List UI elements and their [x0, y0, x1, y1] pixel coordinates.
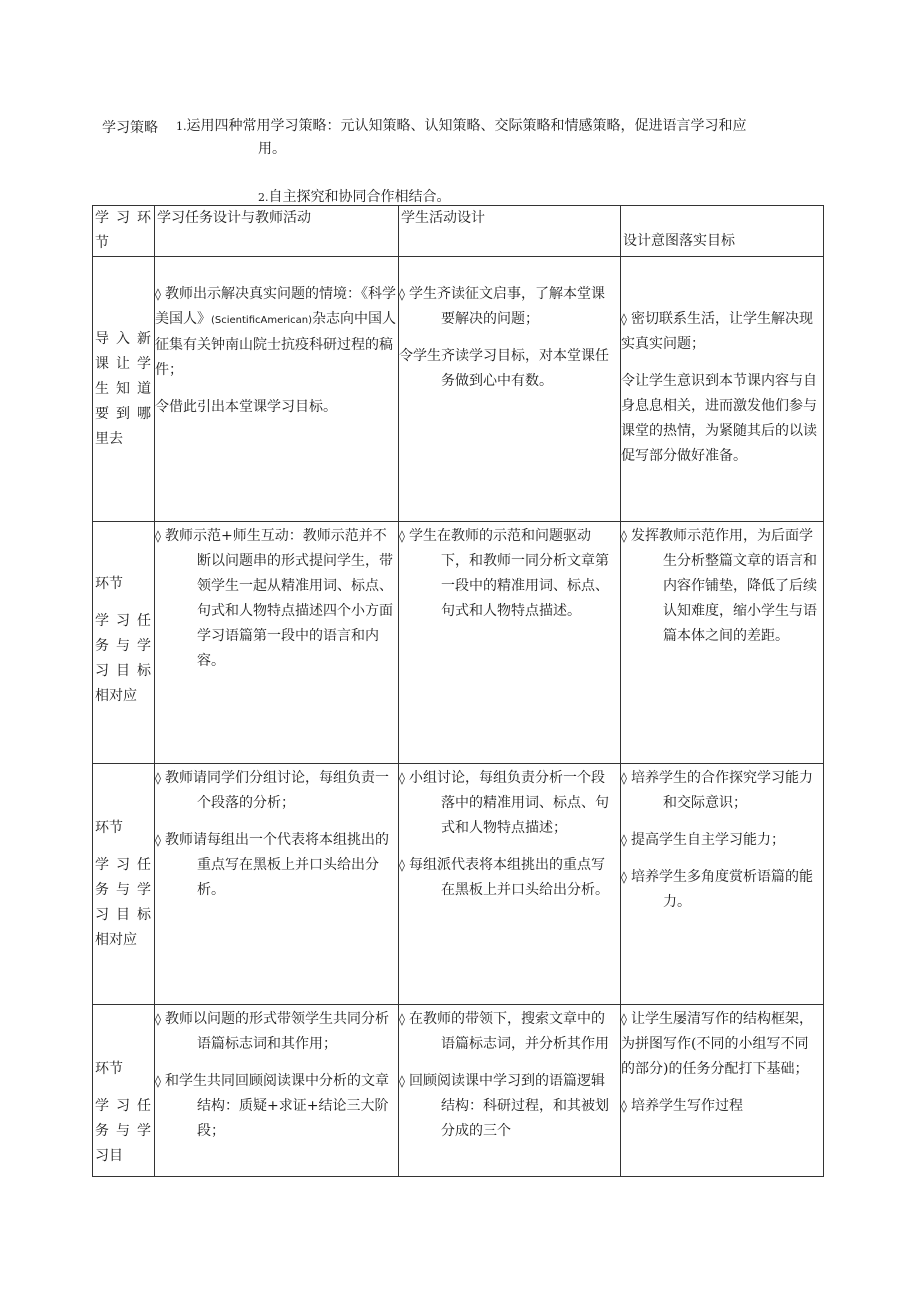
- teacher-activity-item: ◊ 教师请同学们分组讨论，每组负责一个段落的分析；: [155, 770, 389, 811]
- teacher-activity-cell: [155, 257, 399, 522]
- teacher-activity-cell: [155, 522, 399, 764]
- stage-cell: [93, 522, 155, 764]
- stage-line: 习 目 标: [95, 907, 152, 923]
- table-header-row: [93, 206, 824, 257]
- lesson-plan-table: [92, 205, 824, 1177]
- stage-line: 相对应: [95, 688, 137, 704]
- design-intent-cell: [621, 522, 824, 764]
- stage-line: 学 习 任: [95, 613, 152, 629]
- student-activity-cell: [399, 764, 621, 1005]
- student-activity-cell: [399, 522, 621, 764]
- stage-line: 学 习 任: [95, 857, 152, 873]
- teacher-activity-cell: [155, 1005, 399, 1177]
- strategy-item-2: [258, 186, 451, 206]
- stage-line: 务 与 学: [95, 638, 152, 654]
- student-activity-item: ◊ 小组讨论，每组负责分析一个段落中的精准用词、标点、句式和人物特点描述；: [399, 770, 609, 836]
- student-activity-item: ◊ 学生齐读征文启事，了解本堂课要解决的问题；: [399, 286, 605, 327]
- header-stage-line2: 节: [95, 235, 109, 251]
- strategy-item-1-text: 运用四种常用学习策略：元认知策略、认知策略、交际策略和情感策略，促进语言学习和应: [186, 118, 747, 134]
- student-activity-item: ◊ 每组派代表将本组挑出的重点写在黑板上并口头给出分析。: [399, 857, 609, 898]
- design-intent-item: ◊ 培养学生写作过程: [621, 1098, 743, 1114]
- stage-cell: [93, 257, 155, 522]
- header-intent-text: 设计意图落实目标: [623, 233, 735, 249]
- student-activity-item: ◊ 回顾阅读课中学习到的语篇逻辑结构：科研过程，和其被划分成的三个: [399, 1073, 609, 1139]
- table-row: [93, 522, 824, 764]
- stage-line: 学 习 任: [95, 1098, 152, 1114]
- stage-line: 务 与 学: [95, 1123, 152, 1139]
- strategy-item-1: [176, 115, 816, 160]
- header-student: [399, 206, 621, 257]
- header-stage-line1: 学 习 环: [95, 210, 152, 226]
- design-intent-item: ◊ 密切联系生活，让学生解决现实真实问题；: [621, 311, 813, 352]
- table-row: [93, 1005, 824, 1177]
- strategy-item-1-number: 1.: [176, 120, 187, 133]
- table-row: [93, 764, 824, 1005]
- student-activity-item: ◊ 在教师的带领下，搜索文章中的语篇标志词，并分析其作用: [399, 1011, 609, 1052]
- teacher-activity-item: 令借此引出本堂课学习目标。: [155, 399, 337, 415]
- strategy-label: 学习策略: [102, 120, 158, 136]
- stage-line: 生 知 道: [95, 381, 152, 397]
- table-row: [93, 257, 824, 522]
- student-activity-item: ◊ 学生在教师的示范和问题驱动下，和教师一同分析文章第一段中的精准用词、标点、句式和人物特点描述。: [399, 528, 609, 619]
- stage-line: 务 与 学: [95, 882, 152, 898]
- teacher-activity-cell: [155, 764, 399, 1005]
- stage-line: 导 入 新: [95, 331, 152, 347]
- design-intent-cell: [621, 1005, 824, 1177]
- teacher-activity-item: ◊ 教师以问题的形式带领学生共同分析语篇标志词和其作用；: [155, 1011, 389, 1052]
- stage-cell: [93, 1005, 155, 1177]
- strategy-item-1-continuation: 用。: [258, 141, 286, 157]
- student-activity-cell: [399, 257, 621, 522]
- stage-line: 里去: [95, 431, 123, 447]
- design-intent-cell: [621, 257, 824, 522]
- stage-line: 环节: [95, 576, 123, 592]
- design-intent-item: 令让学生意识到本节课内容与自身息息相关，进而激发他们参与课堂的热情，为紧随其后的以读促写部分做好准备。: [621, 373, 817, 464]
- header-student-text: 学生活动设计: [401, 210, 485, 226]
- design-intent-item: ◊ 培养学生多角度赏析语篇的能力。: [621, 869, 813, 910]
- teacher-activity-item: ◊ 教师出示解决真实问题的情境：《科学美国人》(ScientificAmerican)杂志向中国人征集有关钟南山院士抗疫科研过程的稿件；: [155, 286, 397, 378]
- strategy-item-2-number: 2.: [258, 191, 269, 204]
- design-intent-cell: [621, 764, 824, 1005]
- design-intent-item: ◊ 培养学生的合作探究学习能力和交际意识；: [621, 770, 813, 811]
- stage-line: 习目: [95, 1148, 123, 1164]
- stage-line: 相对应: [95, 932, 137, 948]
- student-activity-item: 令学生齐读学习目标，对本堂课任务做到心中有数。: [399, 348, 609, 389]
- teacher-activity-item: ◊ 和学生共同回顾阅读课中分析的文章结构：质疑+求证+结论三大阶段；: [155, 1073, 389, 1139]
- teacher-activity-item: ◊ 教师请每组出一个代表将本组挑出的重点写在黑板上并口头给出分析。: [155, 832, 389, 898]
- teacher-activity-item: ◊ 教师示范+师生互动：教师示范并不断以问题串的形式提问学生，带领学生一起从精准用词、标点、句式和人物特点描述四个小方面学习语篇第一段中的语言和内容。: [155, 528, 393, 669]
- stage-cell: [93, 764, 155, 1005]
- header-intent: [621, 206, 824, 257]
- strategy-item-2-text: 自主探究和协同合作相结合。: [268, 189, 451, 205]
- header-stage: [93, 206, 155, 257]
- student-activity-cell: [399, 1005, 621, 1177]
- stage-line: 环节: [95, 820, 123, 836]
- design-intent-item: ◊ 让学生屡清写作的结构框架，为拼图写作(不同的小组写不同的部分)的任务分配打下基础；: [621, 1011, 813, 1077]
- design-intent-item: ◊ 提高学生自主学习能力；: [621, 832, 785, 848]
- stage-line: 课 让 学: [95, 356, 152, 372]
- header-teacher-text: 学习任务设计与教师活动: [157, 210, 311, 226]
- design-intent-item: ◊ 发挥教师示范作用，为后面学生分析整篇文章的语言和内容作铺垫，降低了后续认知难度，缩小学生与语篇本体之间的差距。: [621, 528, 817, 644]
- stage-line: 习 目 标: [95, 663, 152, 679]
- stage-line: 要 到 哪: [95, 406, 152, 422]
- stage-line: 环节: [95, 1061, 123, 1077]
- header-teacher: [155, 206, 399, 257]
